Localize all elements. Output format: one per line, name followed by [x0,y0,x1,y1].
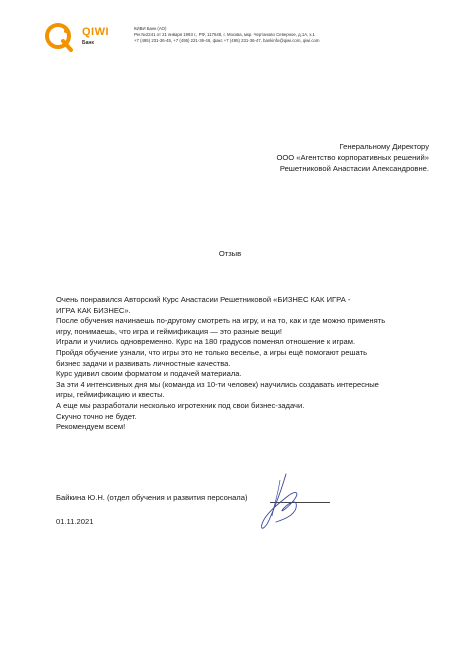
body-line: игры, геймификацию и квесты. [56,390,165,400]
body-line: ИГРА КАК БИЗНЕС». [56,305,131,315]
signer-name: Байкина Ю.Н. (отдел обучения и развития персонала) [56,493,248,502]
bank-label: Банк [82,40,94,46]
addressee-block [276,141,429,174]
body-line: бизнес задачи и развивать личностные качества. [56,358,231,368]
body-line: За эти 4 интенсивных дня мы (команда из 10-ти человек) научились создавать интересные [56,379,379,389]
body-line: Играли и учились одновременно. Курс на 180 градусов поменял отношение к играм. [56,337,356,347]
body-line: А еще мы разработали несколько игротехник под свои бизнес-задачи. [56,400,305,410]
body-line: Пройдя обучение узнали, что игры это не только веселье, а игры ещё помогают решать [56,347,368,357]
body-line: Рекомендуем всем! [56,422,126,432]
letterhead-address: Рег.№2241 от 21 января 1993 г., РФ, 117648, г. Москва, мкр. Чертаново Северное, д.1А, к.1 [134,32,315,38]
body-line: Скучно точно не будет. [56,411,137,421]
letter-title: Отзыв [218,249,242,258]
letter-body [56,295,385,433]
letter-date: 01.11.2021 [56,517,94,526]
body-line: игру, понимаешь, что игра и геймификация — это разные вещи! [56,326,282,336]
addressee-line: ООО «Агентство корпоративных решений» [276,153,429,162]
qiwi-logo-icon [44,22,74,52]
letterhead-contacts: +7 (495) 231-36-45, +7 (495) 231-36-46, факс +7 (495) 231-36-47, bankinfo@qiwi.com, qiwi.com [134,38,320,44]
letterhead-details [134,26,320,45]
handwritten-signature [256,468,306,538]
addressee-line: Решетниковой Анастасии Александровне. [279,164,429,173]
body-line: Курс удивил своим форматом и подачей материала. [56,369,242,379]
letterhead-company: КИВИ Банк (АО) [134,26,167,31]
addressee-line: Генеральному Директору [339,142,429,151]
brand-name: QIWI [82,26,110,38]
body-line: После обучения начинаешь по-другому смотреть на игру, и на то, как и где можно применять [56,316,386,326]
body-line: Очень понравился Авторский Курс Анастасии Решетниковой «БИЗНЕС КАК ИГРА - [56,295,351,304]
